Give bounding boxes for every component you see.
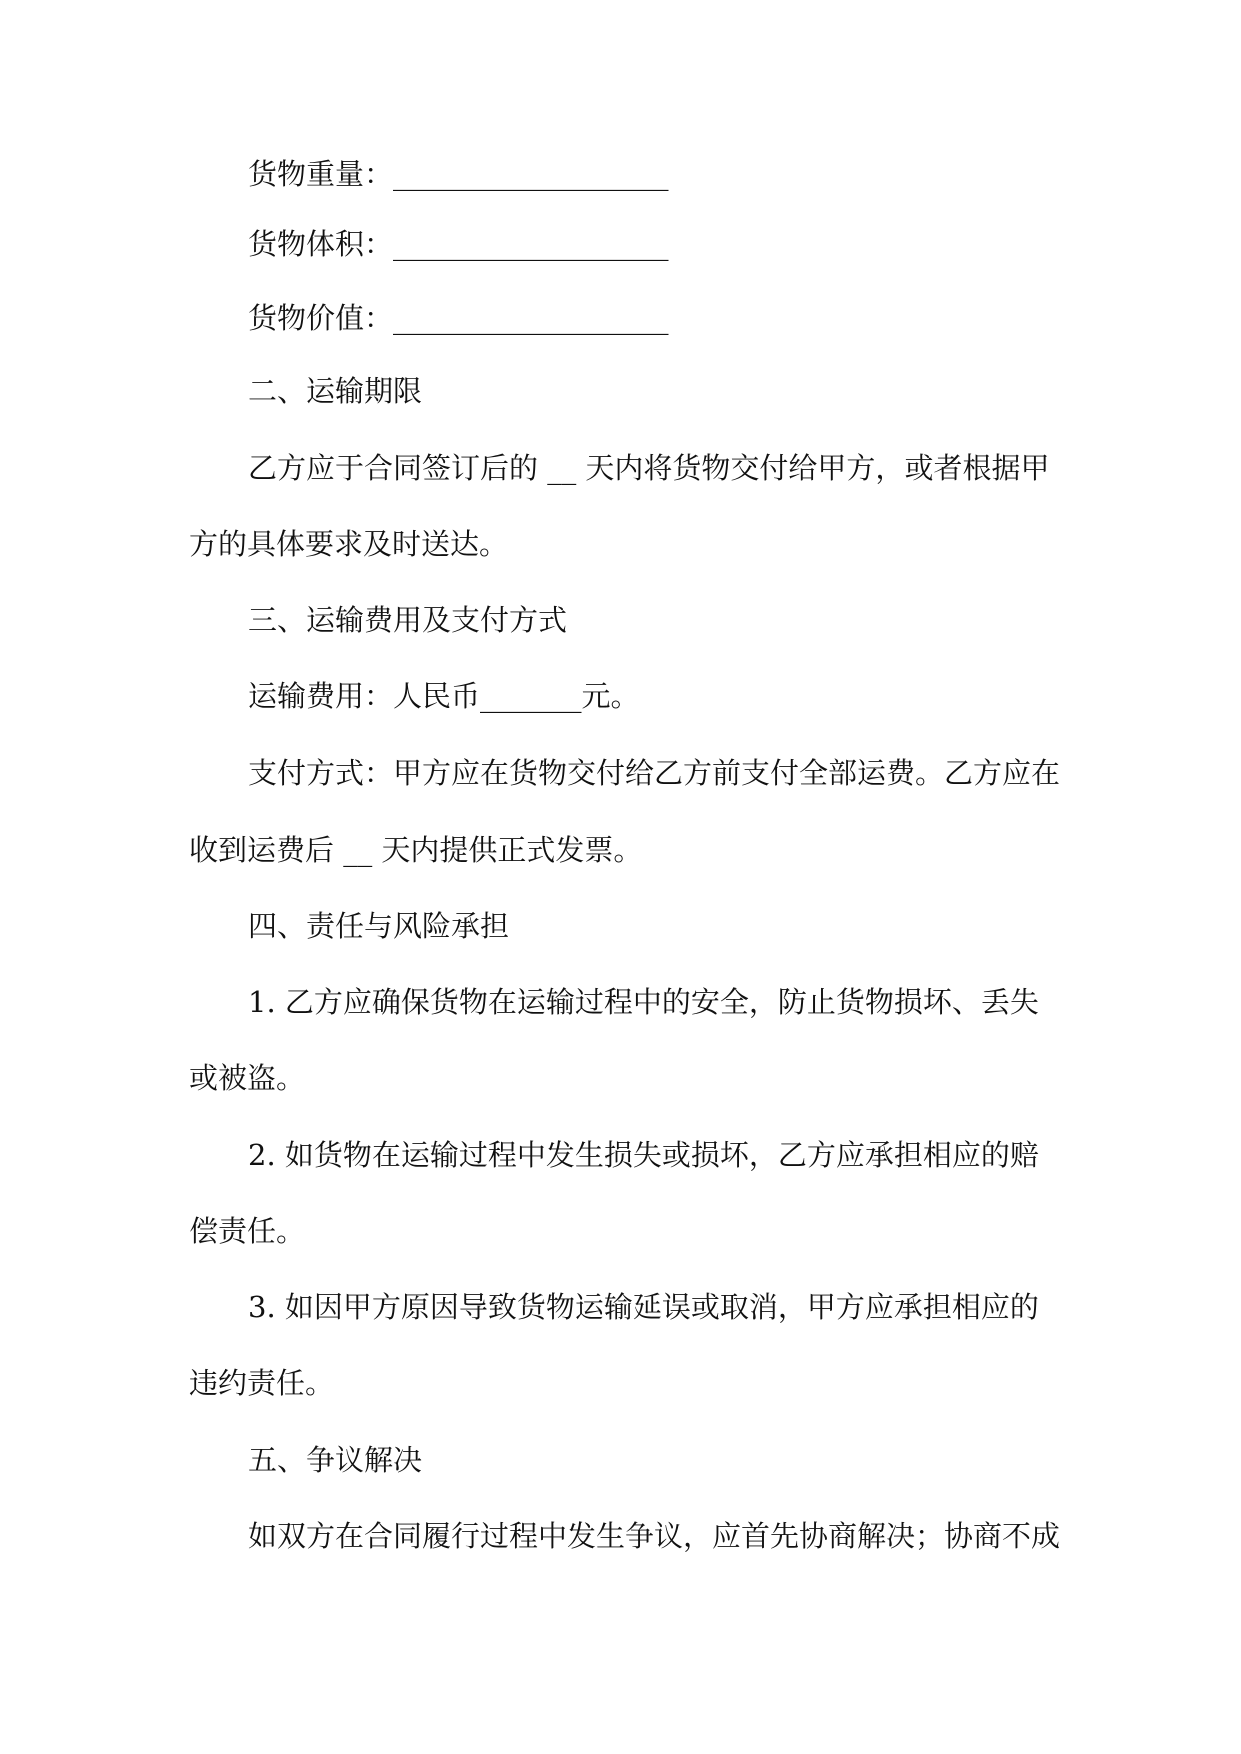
field-weight-label: 货物重量： xyxy=(248,157,394,191)
section4-item3-line1: 3. 如因甲方原因导致货物运输延误或取消，甲方应承担相应的 xyxy=(248,1290,1039,1324)
field-value-label: 货物价值： xyxy=(248,301,394,335)
field-value-blank: ___________________ xyxy=(393,301,669,335)
section4-item2-line1: 2. 如货物在运输过程中发生损失或损坏，乙方应承担相应的赔 xyxy=(248,1138,1039,1172)
section2-heading: 二、运输期限 xyxy=(248,374,423,408)
field-volume-label: 货物体积： xyxy=(248,227,394,261)
field-volume xyxy=(248,224,669,264)
field-value xyxy=(248,298,669,338)
section4-item1-line2: 或被盗。 xyxy=(189,1061,306,1095)
field-volume-blank: ___________________ xyxy=(393,227,669,261)
field-weight-blank: ___________________ xyxy=(393,157,669,191)
field-weight xyxy=(248,154,669,194)
section3-payment-line1: 支付方式：甲方应在货物交付给乙方前支付全部运费。乙方应在 xyxy=(248,756,1061,790)
section4-item3-line2: 违约责任。 xyxy=(189,1366,335,1400)
section3-heading: 三、运输费用及支付方式 xyxy=(248,603,568,637)
section4-heading: 四、责任与风险承担 xyxy=(248,909,510,943)
section2-paragraph-line1: 乙方应于合同签订后的 __ 天内将货物交付给甲方，或者根据甲 xyxy=(248,451,1050,485)
section3-fee: 运输费用：人民币_______元。 xyxy=(248,679,640,713)
section5-heading: 五、争议解决 xyxy=(248,1443,423,1477)
section5-paragraph-line1: 如双方在合同履行过程中发生争议，应首先协商解决；协商不成 xyxy=(248,1519,1061,1553)
section3-payment-line2: 收到运费后 __ 天内提供正式发票。 xyxy=(189,833,643,867)
section4-item1-line1: 1. 乙方应确保货物在运输过程中的安全，防止货物损坏、丢失 xyxy=(248,985,1039,1019)
section4-item2-line2: 偿责任。 xyxy=(189,1214,306,1248)
section2-paragraph-line2: 方的具体要求及时送达。 xyxy=(189,527,509,561)
